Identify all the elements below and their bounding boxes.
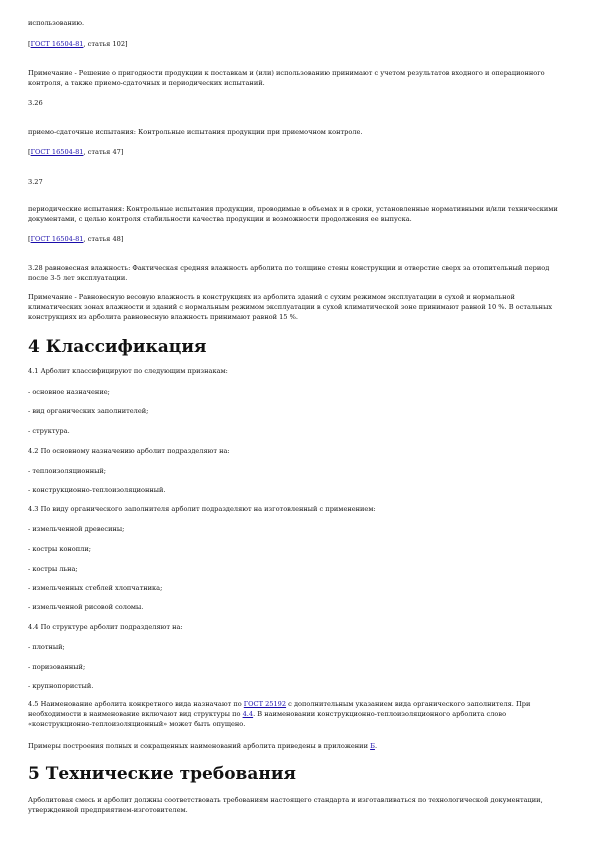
note-paragraph: Примечание - Решение о пригодности продукции к поставкам и (или) использованию принимают с учетом результатов входного и операционного контроля, а также приемо-сдаточных и периодических испытаний. xyxy=(28,69,545,88)
reference-line: [ГОСТ 16504-81, статья 47] xyxy=(28,148,124,156)
reference-line: [ГОСТ 16504-81, статья 48] xyxy=(28,235,124,243)
gost-link[interactable]: ГОСТ 16504-81 xyxy=(30,148,84,156)
clause-paragraph: 4.5 Наименование арболита конкретного вида назначают по ГОСТ 25192 с дополнительным указанием вида органического заполнителя. При необходимости в наименование включают вид структуры по 4.4. В наименовании конструкционно-теплоизоляционного арболита слово «конструкционно-теплоизоляционный» может быть опущено. xyxy=(28,700,531,729)
appendix-link[interactable]: Б xyxy=(370,742,375,750)
reference-rest: , статья 47] xyxy=(83,148,124,156)
list-item: - плотный; xyxy=(28,643,65,651)
list-item: - структура. xyxy=(28,427,70,435)
clause-link[interactable]: 4.4 xyxy=(242,710,254,719)
list-item: - теплоизоляционный; xyxy=(28,467,106,475)
clause-paragraph: 4.4 По структуре арболит подразделяют на: xyxy=(28,623,183,631)
list-item: - измельченной древесины; xyxy=(28,525,125,533)
clause-paragraph: Арболитовая смесь и арболит должны соответствовать требованиям настоящего стандарта и изготавливаться по технологической документации, утвержденной предприятием-изготовителем. xyxy=(28,796,543,815)
clause-paragraph: 4.2 По основному назначению арболит подразделяют на: xyxy=(28,447,230,455)
list-item: - крупнопористый. xyxy=(28,682,94,690)
definition-paragraph: приемо-сдаточные испытания: Контрольные испытания продукции при приемочном контроле. xyxy=(28,128,363,136)
definition-paragraph: периодические испытания: Контрольные испытания продукции, проводимые в объемах и в сроки, установленные нормативными и/или техническими документами, с целью контроля стабильности качества продукции и возможности продолжения ее выпуска. xyxy=(28,205,558,224)
list-item: - конструкционно-теплоизоляционный. xyxy=(28,486,166,494)
clause-paragraph: Примеры построения полных и сокращенных наименований арболита приведены в приложении Б. xyxy=(28,742,378,750)
list-item: - костры льна; xyxy=(28,565,78,573)
clause-number: 3.26 xyxy=(28,99,43,107)
list-item: - поризованный; xyxy=(28,663,86,671)
section-heading: 4 Классификация xyxy=(28,337,207,357)
gost-link[interactable]: ГОСТ 16504-81 xyxy=(30,40,84,48)
reference-line: [ГОСТ 16504-81, статья 102] xyxy=(28,40,128,48)
gost-link[interactable]: ГОСТ 16504-81 xyxy=(30,235,84,243)
list-item: - измельченной рисовой соломы. xyxy=(28,603,144,611)
clause-paragraph: 4.1 Арболит классифицируют по следующим признакам: xyxy=(28,367,228,375)
reference-rest: , статья 48] xyxy=(83,235,124,243)
reference-rest: , статья 102] xyxy=(83,40,128,48)
list-item: - костры конопли; xyxy=(28,545,91,553)
list-item: - измельченных стеблей хлопчатника; xyxy=(28,584,163,592)
definition-paragraph: 3.28 равновесная влажность: Фактическая средняя влажность арболита по толщине стены конструкции и отверстие сверх за отопительный период после 3-5 лет эксплуатации. xyxy=(28,264,550,283)
section-heading: 5 Технические требования xyxy=(28,764,296,784)
note-paragraph: Примечание - Равновесную весовую влажность в конструкциях из арболита зданий с сухим режимом эксплуатации в сухой и нормальной климатических зонах влажности и зданий с нормальным режимом эксплуатации в сухой климатической зоне принимают равной 10 %. В остальных конструкциях из арболита равновесную влажность принимают равной 15 %. xyxy=(28,293,553,322)
list-item: - основное назначение; xyxy=(28,388,110,396)
text-fragment: использованию. xyxy=(28,19,85,27)
clause-paragraph: 4.3 По виду органического заполнителя арболит подразделяют на изготовленный с применением: xyxy=(28,505,376,513)
clause-number: 3.27 xyxy=(28,178,43,186)
list-item: - вид органических заполнителей; xyxy=(28,407,149,415)
gost-link[interactable]: ГОСТ 25192 xyxy=(243,700,287,708)
